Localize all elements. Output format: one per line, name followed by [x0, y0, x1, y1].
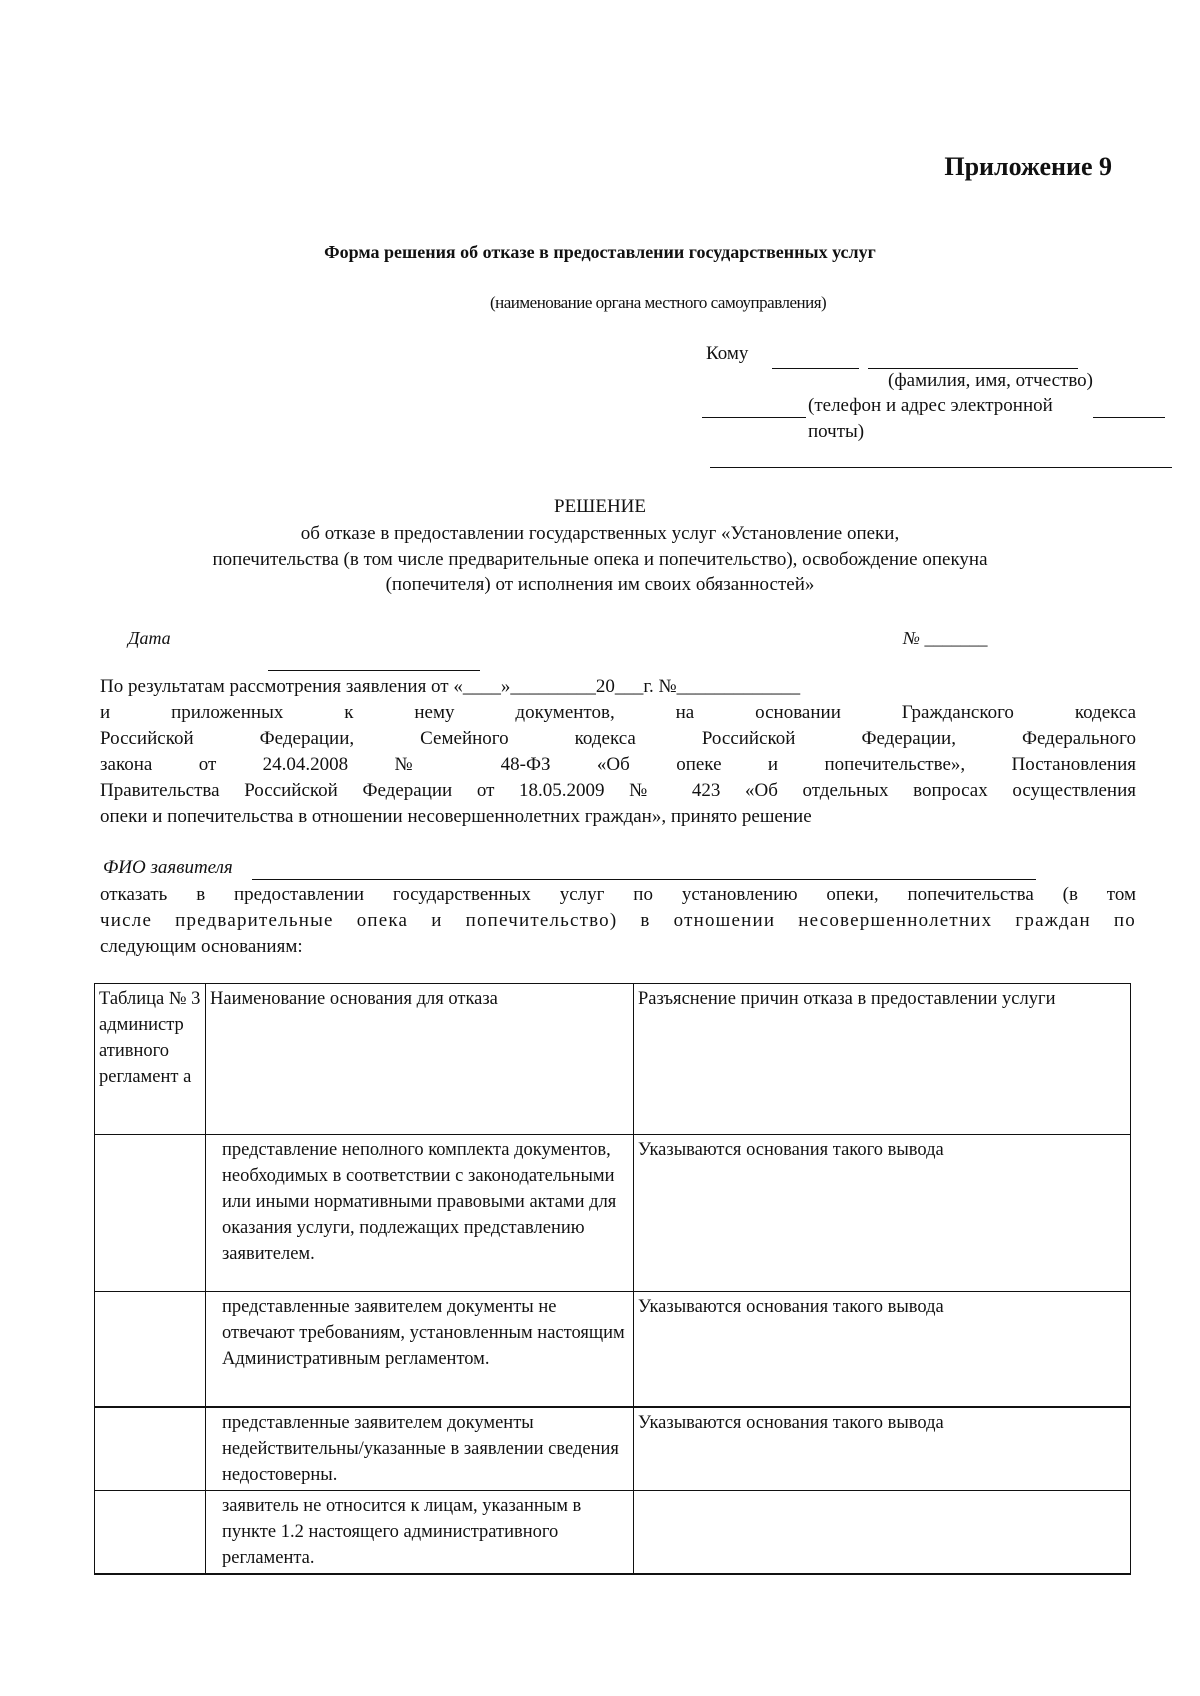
refusal-line: числе предварительные опека и попечительство) в отношении несовершеннолетних граждан по — [100, 910, 1136, 931]
refusal-reasons-table — [94, 983, 1131, 1575]
table-row — [95, 1292, 1131, 1408]
header-cell-explanation: Разъяснение причин отказа в предоставлении услуги — [634, 984, 1131, 1135]
form-title: Форма решения об отказе в предоставлении государственных услуг — [324, 242, 876, 262]
date-label: Дата — [128, 628, 171, 648]
refusal-line: отказать в предоставлении государственных услуг по установлению опеки, попечительства (в том — [100, 884, 1136, 905]
contact-line-bottom — [710, 467, 1172, 468]
org-caption: (наименование органа местного самоуправления) — [490, 293, 827, 312]
recipient-label: Кому — [706, 343, 749, 364]
paragraph-line: Российской Федерации, Семейного кодекса Российской Федерации, Федерального — [100, 728, 1136, 749]
paragraph-line: опеки и попечительства в отношении несовершеннолетних граждан», принято решение — [100, 806, 812, 827]
explanation-cell: Указываются основания такого вывода — [634, 1292, 1131, 1408]
row-number-cell — [95, 1292, 206, 1408]
recipient-name-line-long — [868, 368, 1078, 369]
appendix-title: Приложение 9 — [944, 152, 1112, 181]
recipient-name-line-short — [772, 368, 859, 369]
explanation-cell — [634, 1491, 1131, 1575]
paragraph-line: Правительства Российской Федерации от 18.05.2009 № 423 «Об отдельных вопросах осуществления — [100, 780, 1136, 801]
paragraph-line: и приложенных к нему документов, на основании Гражданского кодекса — [100, 702, 1136, 723]
decision-number-label: № _______ — [903, 628, 988, 648]
header-cell-table-ref: Таблица № 3 администр ативного регламент а — [95, 984, 206, 1135]
table-row — [95, 1407, 1131, 1491]
recipient-name-caption: (фамилия, имя, отчество) — [888, 370, 1094, 391]
decision-subtitle-line: об отказе в предоставлении государственных услуг «Установление опеки, — [300, 523, 900, 544]
refusal-line: следующим основаниям: — [100, 936, 303, 957]
table-header-row — [95, 984, 1131, 1135]
contact-line-left — [702, 417, 806, 418]
paragraph-line: По результатам рассмотрения заявления от «____»_________20___г. №_____________ — [100, 676, 801, 697]
row-number-cell — [95, 1407, 206, 1491]
contact-line-right — [1093, 417, 1165, 418]
decision-heading: РЕШЕНИЕ — [554, 496, 646, 517]
row-number-cell — [95, 1491, 206, 1575]
reason-cell: представленные заявителем документы недействительны/указанные в заявлении сведения недостоверны. — [206, 1407, 634, 1491]
applicant-name-label: ФИО заявителя — [103, 857, 233, 878]
explanation-cell: Указываются основания такого вывода — [634, 1407, 1131, 1491]
applicant-name-line — [252, 879, 1036, 880]
reason-cell: представленные заявителем документы не отвечают требованиям, установленным настоящим Административным регламентом. — [206, 1292, 634, 1408]
contact-caption-line1: (телефон и адрес электронной — [808, 395, 1053, 416]
date-line — [268, 670, 480, 671]
explanation-cell: Указываются основания такого вывода — [634, 1135, 1131, 1292]
reason-cell: представление неполного комплекта документов, необходимых в соответствии с законодательными или иными нормативными правовыми актами для оказания услуги, подлежащих представлению заявителем. — [206, 1135, 634, 1292]
decision-subtitle-line: (попечителя) от исполнения им своих обязанностей» — [385, 574, 815, 595]
table-row — [95, 1491, 1131, 1575]
paragraph-line: закона от 24.04.2008 № 48-ФЗ «Об опеке и попечительстве», Постановления — [100, 754, 1136, 775]
table-row — [95, 1135, 1131, 1292]
decision-subtitle-line: попечительства (в том числе предварительные опека и попечительство), освобождение опекуна — [212, 549, 988, 570]
reason-cell: заявитель не относится к лицам, указанным в пункте 1.2 настоящего административного регламента. — [206, 1491, 634, 1575]
header-cell-reason: Наименование основания для отказа — [206, 984, 634, 1135]
contact-caption-line2: почты) — [808, 421, 865, 442]
row-number-cell — [95, 1135, 206, 1292]
